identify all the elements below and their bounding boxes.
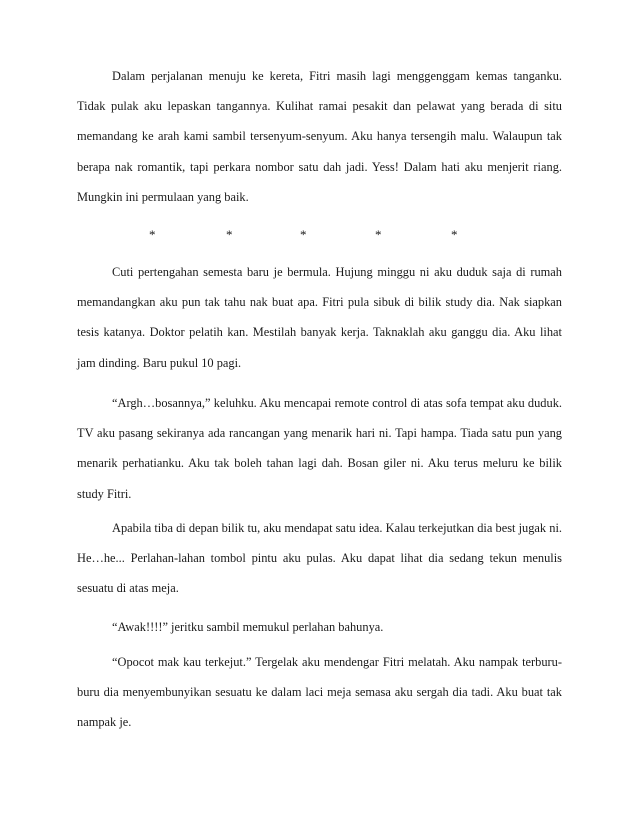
paragraph-2: Cuti pertengahan semesta baru je bermula. Hujung minggu ni aku duduk saja di rumah memandangkan aku pun tak tahu nak buat apa. Fitri pula sibuk di bilik study dia. Nak siapkan tesis katanya. Doktor pelatih kan. Mestilah banyak kerja. Taknaklah aku ganggu dia. Aku lihat jam dinding. Baru pukul 10 pagi.	[77, 265, 562, 370]
scene-break-separator	[0, 227, 638, 247]
paragraph-4: Apabila tiba di depan bilik tu, aku mendapat satu idea. Kalau terkejutkan dia best jugak ni. He…he... Perlahan-lahan tombol pintu aku pulas. Aku dapat lihat dia sedang tekun menulis sesuatu di atas meja.	[77, 521, 562, 596]
paragraph-3: “Argh…bosannya,” keluhku. Aku mencapai remote control di atas sofa tempat aku duduk. TV aku pasang sekiranya ada rancangan yang menarik hari ni. Tapi hampa. Tiada satu pun yang menarik perhatianku. Aku tak boleh tahan lagi dah. Bosan giler ni. Aku terus meluru ke bilik study Fitri.	[77, 396, 562, 501]
separator-star: *	[375, 227, 382, 242]
paragraph-5: “Awak!!!!” jeritku sambil memukul perlahan bahunya.	[112, 620, 384, 634]
separator-star: *	[226, 227, 233, 242]
separator-star: *	[451, 227, 458, 242]
separator-star: *	[300, 227, 307, 242]
separator-star: *	[149, 227, 156, 242]
paragraph-1: Dalam perjalanan menuju ke kereta, Fitri masih lagi menggenggam kemas tanganku. Tidak pulak aku lepaskan tangannya. Kulihat ramai pesakit dan pelawat yang berada di situ memandang ke arah kami sambil tersenyum-senyum. Aku hanya tersengih malu. Walaupun tak berapa nak romantik, tapi perkara nombor satu dah jadi. Yess! Dalam hati aku menjerit riang. Mungkin ini permulaan yang baik.	[77, 69, 562, 204]
paragraph-6: “Opocot mak kau terkejut.” Tergelak aku mendengar Fitri melatah. Aku nampak terburu-buru dia menyembunyikan sesuatu ke dalam laci meja semasa aku sergah dia tadi. Aku buat tak nampak je.	[77, 655, 562, 730]
